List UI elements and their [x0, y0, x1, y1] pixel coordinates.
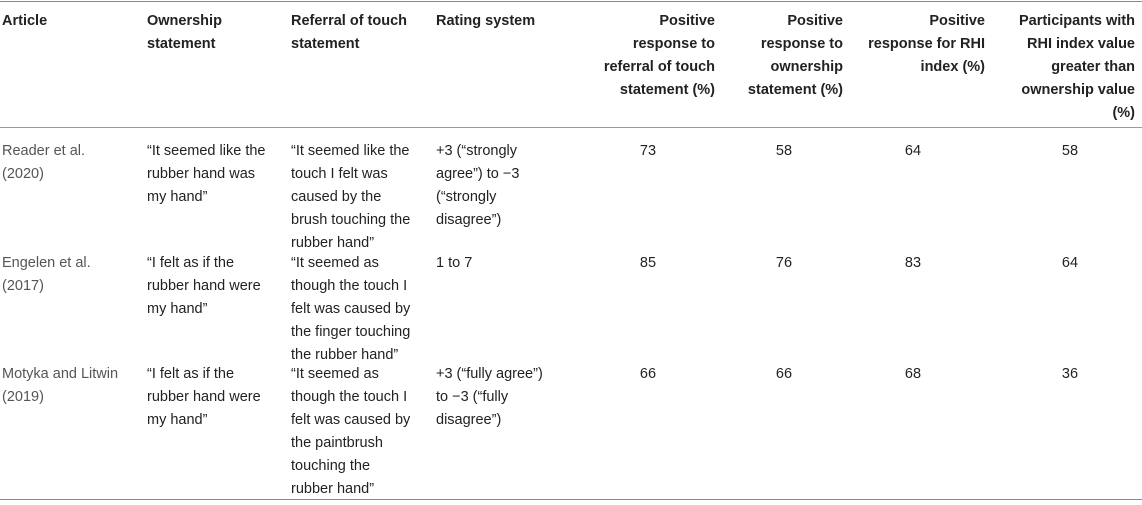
cell-line: rubber hand was — [147, 166, 256, 182]
cell-line: Engelen et al. — [2, 255, 91, 271]
cell-line: rubber hand were — [147, 278, 261, 294]
header-pos-ownership — [733, 10, 843, 102]
header-divider-rule — [0, 127, 1142, 128]
cell-ownership — [147, 363, 282, 432]
cell-line: “It seemed like the — [147, 143, 266, 159]
header-pos-referral-line: Positive — [659, 13, 715, 29]
cell-line: rubber hand were — [147, 389, 261, 405]
cell-line: the finger touching — [291, 324, 411, 340]
header-pos-referral-line: referral of touch — [603, 59, 715, 75]
cell-pos-referral: 85 — [639, 255, 657, 271]
cell-pos-ownership: 76 — [775, 255, 793, 271]
cell-line: “It seemed as — [291, 366, 379, 382]
header-referral-line: Referral of touch — [291, 13, 408, 29]
cell-participants: 64 — [1061, 255, 1079, 271]
cell-line: felt was caused by — [291, 412, 411, 428]
header-ownership-line: Ownership — [147, 13, 222, 29]
header-pos-ownership-line: response to — [760, 36, 843, 52]
cell-line: agree”) to −3 — [436, 166, 520, 182]
cell-ownership — [147, 140, 282, 209]
cell-referral — [291, 363, 429, 501]
cell-line: my hand” — [147, 412, 208, 428]
cell-referral — [291, 140, 429, 255]
header-participants-line: Participants with — [1018, 13, 1135, 29]
cell-line: to −3 (“fully — [436, 389, 509, 405]
header-ownership-line: statement — [147, 36, 216, 52]
header-pos-rhi — [857, 10, 985, 79]
header-rating-text: Rating system — [436, 13, 536, 29]
cell-pos-rhi: 83 — [904, 255, 922, 271]
cell-line: (2019) — [2, 389, 44, 405]
header-rating — [436, 10, 571, 33]
cell-pos-referral: 73 — [639, 143, 657, 159]
cell-line: “I felt as if the — [147, 255, 235, 271]
header-participants — [1005, 10, 1135, 125]
cell-rating — [436, 140, 571, 232]
header-referral-line: statement — [291, 36, 360, 52]
cell-article — [2, 252, 132, 298]
cell-line: Motyka and Litwin — [2, 366, 119, 382]
cell-line: brush touching the — [291, 212, 411, 228]
cell-rating — [436, 363, 571, 432]
header-pos-rhi-line: index (%) — [920, 59, 985, 75]
cell-line: rubber hand” — [291, 481, 375, 497]
cell-line: the rubber hand” — [291, 347, 399, 363]
header-article — [2, 10, 132, 33]
cell-line: +3 (“fully agree”) — [436, 366, 543, 382]
cell-line: (2017) — [2, 278, 44, 294]
header-article-text: Article — [2, 13, 48, 29]
cell-line: my hand” — [147, 301, 208, 317]
header-pos-referral — [573, 10, 715, 102]
table-bottom-rule — [0, 499, 1142, 500]
cell-rating — [436, 252, 571, 275]
cell-line: (2020) — [2, 166, 44, 182]
cell-line: the paintbrush — [291, 435, 383, 451]
header-referral — [291, 10, 429, 56]
cell-line: 1 to 7 — [436, 255, 473, 271]
table-top-rule — [0, 1, 1142, 2]
header-participants-line: RHI index value — [1027, 36, 1135, 52]
cell-line: felt was caused by — [291, 301, 411, 317]
cell-line: my hand” — [147, 189, 208, 205]
header-participants-line: (%) — [1112, 105, 1135, 121]
cell-pos-rhi: 68 — [904, 366, 922, 382]
cell-pos-ownership: 58 — [775, 143, 793, 159]
cell-pos-ownership: 66 — [775, 366, 793, 382]
header-pos-rhi-line: response for RHI — [868, 36, 985, 52]
header-pos-rhi-line: Positive — [929, 13, 985, 29]
cell-line: Reader et al. — [2, 143, 86, 159]
header-participants-line: greater than — [1051, 59, 1135, 75]
cell-article — [2, 140, 132, 186]
cell-pos-rhi: 64 — [904, 143, 922, 159]
cell-line: “I felt as if the — [147, 366, 235, 382]
header-pos-ownership-line: Positive — [787, 13, 843, 29]
cell-participants: 58 — [1061, 143, 1079, 159]
cell-line: though the touch I — [291, 278, 408, 294]
cell-line: rubber hand” — [291, 235, 375, 251]
header-pos-ownership-line: statement (%) — [747, 82, 843, 98]
cell-pos-referral: 66 — [639, 366, 657, 382]
cell-line: +3 (“strongly — [436, 143, 517, 159]
header-pos-referral-line: response to — [632, 36, 715, 52]
cell-ownership — [147, 252, 282, 321]
cell-referral — [291, 252, 429, 367]
cell-line: disagree”) — [436, 412, 502, 428]
cell-line: “It seemed as — [291, 255, 379, 271]
header-ownership — [147, 10, 282, 56]
cell-line: “It seemed like the — [291, 143, 410, 159]
cell-article — [2, 363, 132, 409]
header-pos-ownership-line: ownership — [770, 59, 843, 75]
cell-line: caused by the — [291, 189, 382, 205]
cell-participants: 36 — [1061, 366, 1079, 382]
header-pos-referral-line: statement (%) — [619, 82, 715, 98]
cell-line: disagree”) — [436, 212, 502, 228]
cell-line: though the touch I — [291, 389, 408, 405]
cell-line: touching the — [291, 458, 371, 474]
header-participants-line: ownership value — [1021, 82, 1135, 98]
cell-line: touch I felt was — [291, 166, 388, 182]
cell-line: (“strongly — [436, 189, 497, 205]
